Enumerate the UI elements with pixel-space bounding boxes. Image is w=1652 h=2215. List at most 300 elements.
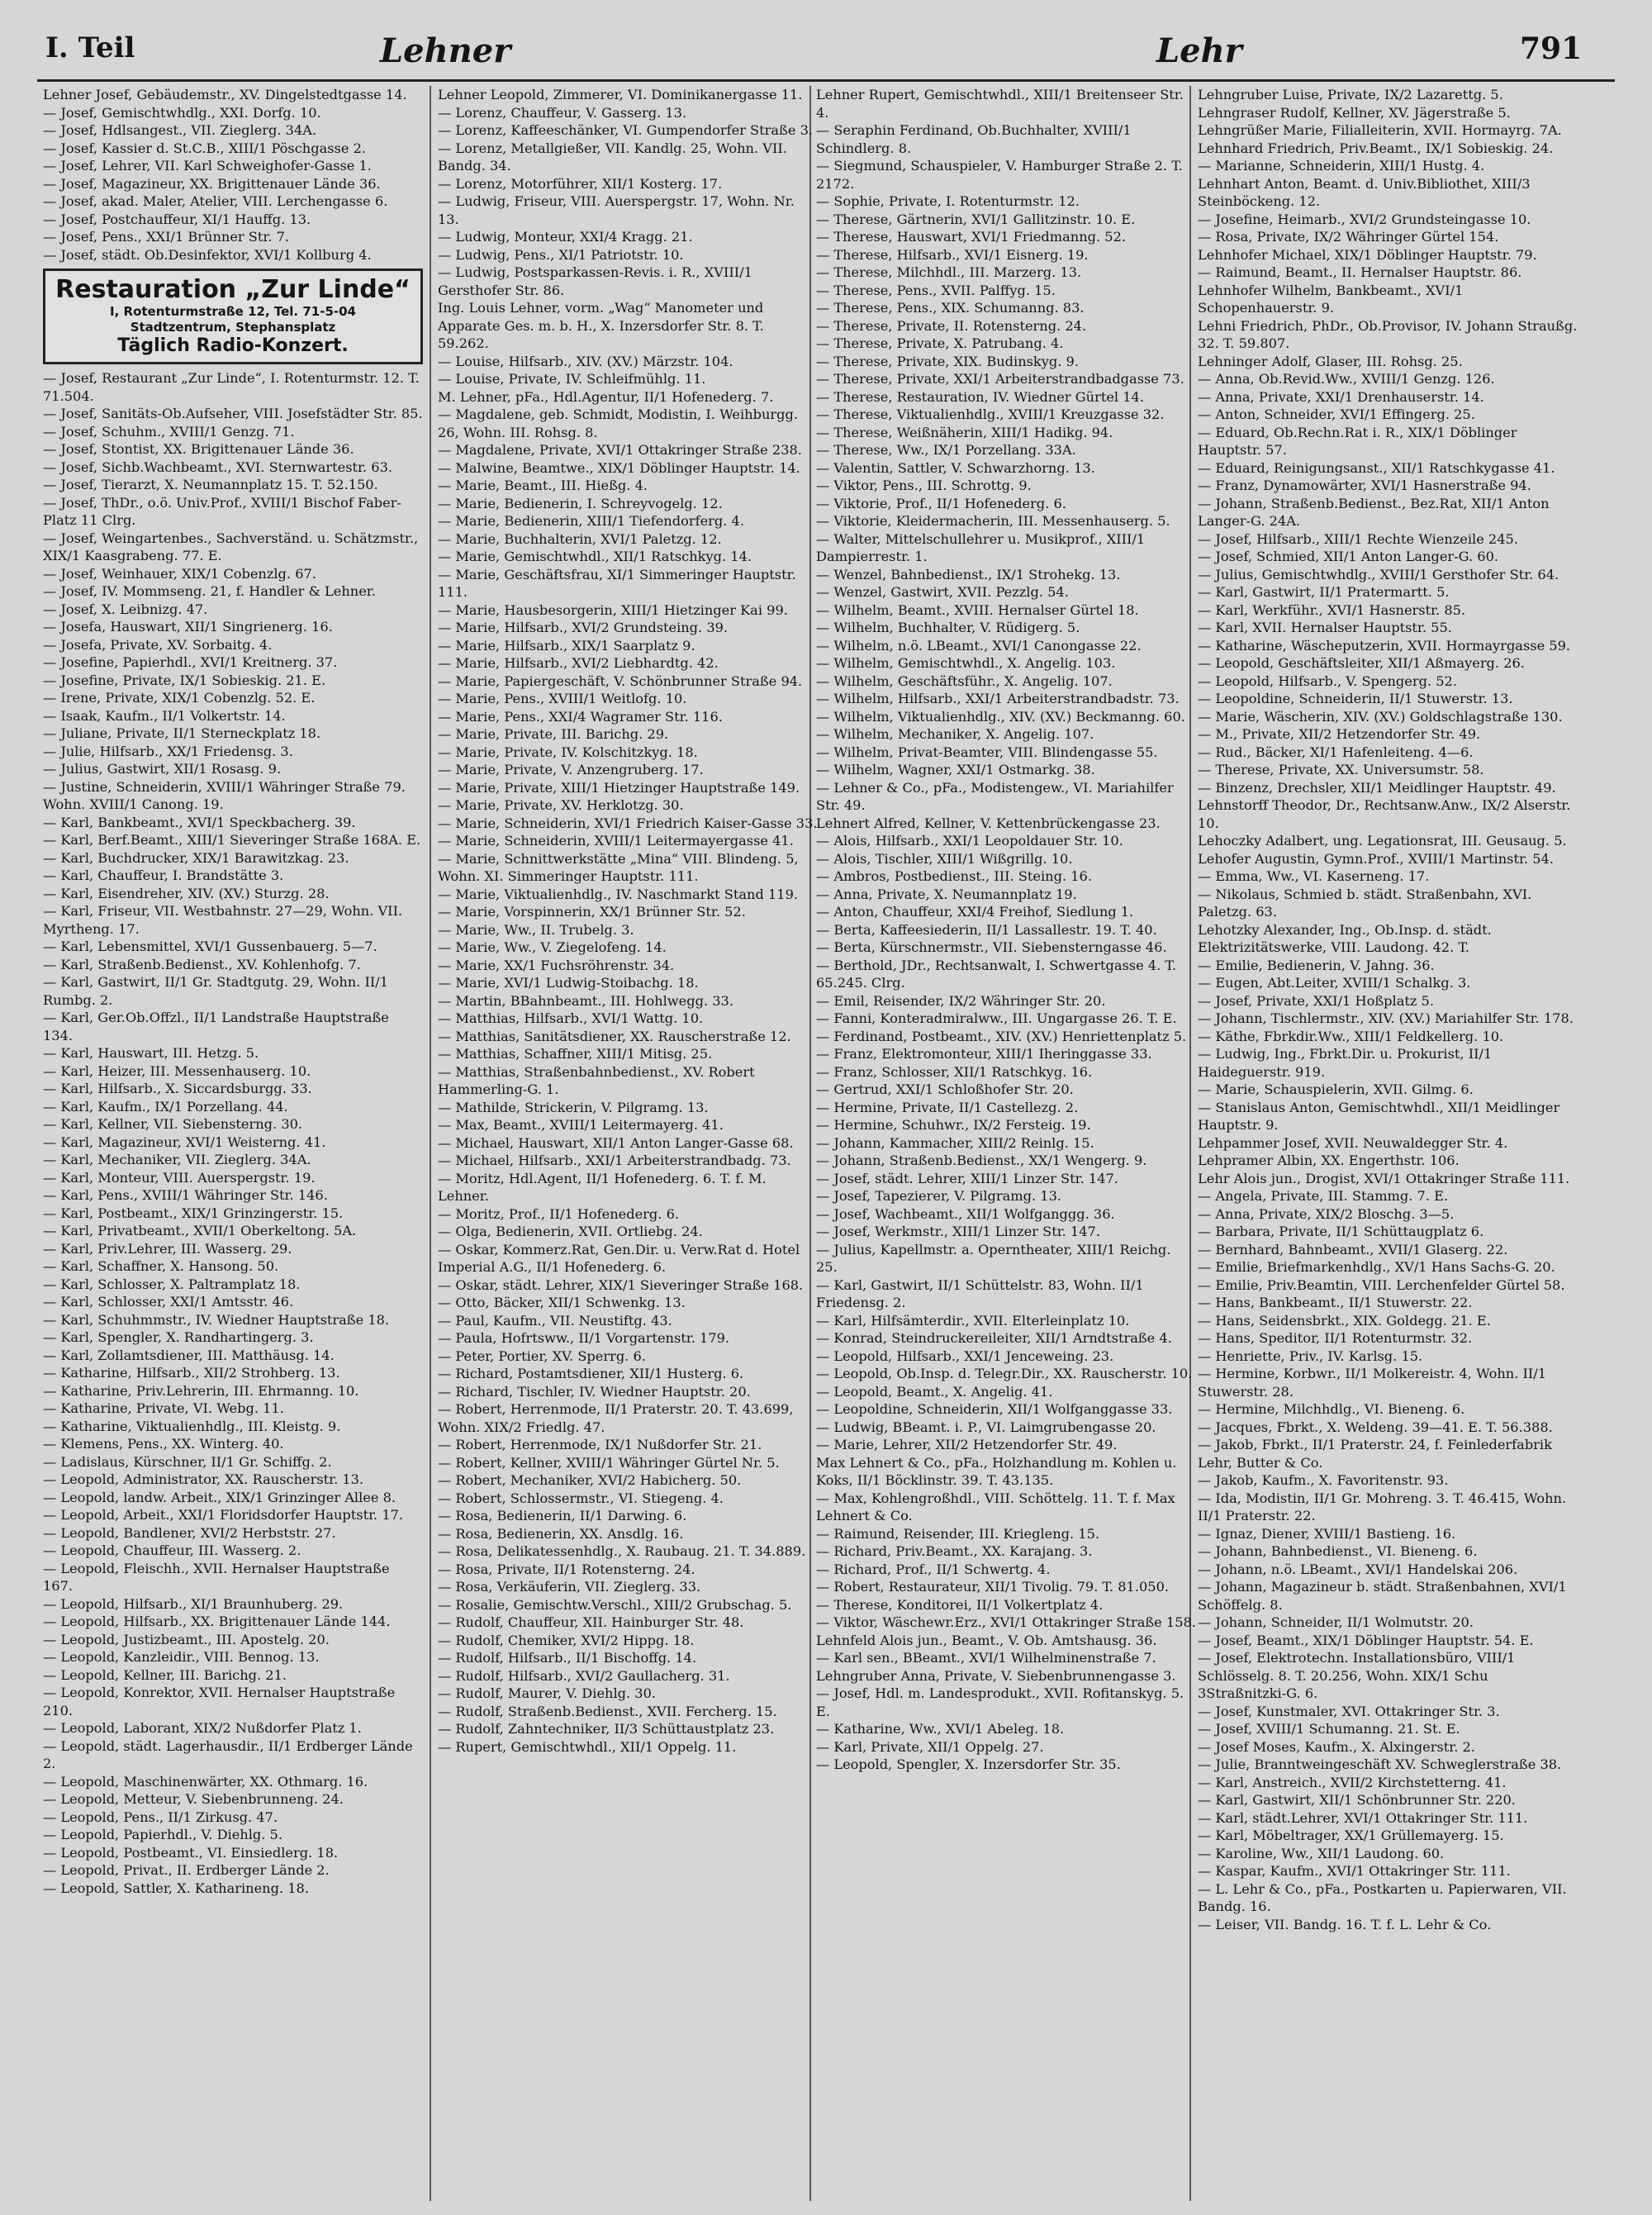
directory-entry: — Katharine, Priv.Lehrerin, III. Ehrmanng. 10. xyxy=(43,1382,359,1399)
directory-entry: Lehpammer Josef, XVII. Neuwaldegger Str. 4. xyxy=(1198,1134,1508,1151)
directory-entry: — Ladislaus, Kürschner, II/1 Gr. Schiffg. 2. xyxy=(43,1453,332,1470)
directory-entry: — Robert, Mechaniker, XVI/2 Habicherg. 50. xyxy=(438,1472,742,1488)
directory-entry: — Hermine, Korbwr., II/1 Molkereistr. 4, Wohn. II/1 Stuwerstr. 28. xyxy=(1198,1366,1547,1400)
directory-entry: — Josef, städt. Ob.Desinfektor, XVI/1 Kollburg 4. xyxy=(43,246,372,263)
directory-entry: — Jakob, Kaufm., X. Favoritenstr. 93. xyxy=(1198,1472,1449,1488)
directory-entry: — Marie, Bedienerin, XIII/1 Tiefendorferg. 4. xyxy=(438,513,744,529)
directory-entry: — Lorenz, Motorführer, XII/1 Kosterg. 17. xyxy=(438,175,723,192)
directory-entry: — Leopoldine, Schneiderin, II/1 Stuwerstr. 13. xyxy=(1198,691,1513,706)
directory-entry: — Therese, Gärtnerin, XVI/1 Gallitzinstr. 10. E. xyxy=(816,211,1136,227)
directory-entry: — Josef, Beamt., XIX/1 Döblinger Hauptstr. 54. E. xyxy=(1198,1632,1534,1648)
directory-entry: — Karl, Mechaniker, VII. Zieglerg. 34A. xyxy=(43,1152,311,1167)
directory-entry: Lehnhofer Michael, XIX/1 Döblinger Hauptstr. 79. xyxy=(1198,246,1537,263)
directory-entry: — Josef, Hdl. m. Landesprodukt., XVII. Rofitanskyg. 5. E. xyxy=(816,1685,1184,1719)
directory-entry: — Josef, Postchauffeur, XI/1 Hauffg. 13. xyxy=(43,211,311,227)
directory-entry: Lehnhofer Wilhelm, Bankbeamt., XVI/1 Schopenhauerstr. 9. xyxy=(1198,282,1464,316)
directory-entry: — Josef, Schmied, XII/1 Anton Langer-G. 60. xyxy=(1198,549,1499,564)
directory-entry: — Therese, Private, X. Patrubang. 4. xyxy=(816,335,1064,351)
directory-entry: — Leopold, Laborant, XIX/2 Nußdorfer Platz 1. xyxy=(43,1720,362,1736)
directory-entry: — Katharine, Viktualienhdlg., III. Kleistg. 9. xyxy=(43,1418,341,1434)
directory-entry: Lehnfeld Alois jun., Beamt., V. Ob. Amtshausg. 36. xyxy=(816,1632,1157,1648)
directory-entry: — Josef Moses, Kaufm., X. Alxingerstr. 2. xyxy=(1198,1738,1475,1755)
directory-entry: — Leopold, Hilfsarb., V. Spengerg. 52. xyxy=(1198,673,1457,689)
directory-entry: — Johann, Straßenb.Bedienst., Bez.Rat, XII/1 Anton Langer-G. 24A. xyxy=(1198,495,1550,529)
directory-entry: — Robert, Herrenmode, IX/1 Nußdorfer Str. 21. xyxy=(438,1437,762,1452)
directory-entry: — Josef, akad. Maler, Atelier, VIII. Lerchengasse 6. xyxy=(43,193,388,209)
directory-entry: — Rudolf, Maurer, V. Diehlg. 30. xyxy=(438,1685,657,1701)
directory-entry: — Johann, Tischlermstr., XIV. (XV.) Mariahilfer Str. 178. xyxy=(1198,1010,1574,1026)
directory-entry: — Raimund, Beamt., II. Hernalser Hauptstr. 86. xyxy=(1198,264,1522,280)
directory-entry: — Emilie, Priv.Beamtin, VIII. Lerchenfelder Gürtel 58. xyxy=(1198,1276,1565,1293)
directory-entry: Lehner Josef, Gebäudemstr., XV. Dingelstedtgasse 14. xyxy=(43,87,407,102)
directory-entry: — Rudolf, Hilfsarb., XVI/2 Gaullacherg. 31. xyxy=(438,1667,730,1684)
directory-entry: — Josef, Gemischtwhdlg., XXI. Dorfg. 10. xyxy=(43,104,321,121)
ad-location: Stadtzentrum, Stephansplatz xyxy=(130,320,336,335)
directory-entry: — Lehner & Co., pFa., Modistengew., VI. Mariahilfer Str. 49. xyxy=(816,779,1174,813)
directory-entry: — Binzenz, Drechsler, XII/1 Meidlinger Hauptstr. 49. xyxy=(1198,779,1556,796)
directory-entry: — Leopoldine, Schneiderin, XII/1 Wolfganggasse 33. xyxy=(816,1401,1173,1417)
directory-entry: — Stanislaus Anton, Gemischtwhdl., XII/1 Meidlinger Hauptstr. 9. xyxy=(1198,1099,1560,1133)
directory-entry: — Robert, Schlossermstr., VI. Stiegeng. 4. xyxy=(438,1490,724,1506)
directory-entry: — Karl, Pens., XVIII/1 Währinger Str. 146. xyxy=(43,1187,328,1203)
directory-entry: — Ludwig, Pens., XI/1 Patriotstr. 10. xyxy=(438,246,684,263)
directory-entry: — Moritz, Prof., II/1 Hofenederg. 6. xyxy=(438,1205,680,1222)
directory-entry: — Marie, Ww., V. Ziegelofeng. 14. xyxy=(438,939,667,955)
directory-entry: — Karl, städt.Lehrer, XVI/1 Ottakringer Str. 111. xyxy=(1198,1809,1528,1826)
directory-entry: — Richard, Postamtsdiener, XII/1 Husterg. 6. xyxy=(438,1366,744,1381)
directory-entry: — Leopold, Metteur, V. Siebenbrunneng. 24. xyxy=(43,1791,344,1807)
directory-entry: — Leopold, Pens., II/1 Zirkusg. 47. xyxy=(43,1809,278,1825)
directory-entry: — Karl, Möbeltrager, XX/1 Grüllemayerg. 15. xyxy=(1198,1828,1504,1843)
directory-entry: — Hermine, Milchhdlg., VI. Bieneng. 6. xyxy=(1198,1401,1465,1417)
page-number: 791 xyxy=(1520,31,1583,66)
directory-entry: — Therese, Private, II. Rotensterng. 24. xyxy=(816,317,1087,334)
directory-entry: — Leopold, Justizbeamt., III. Apostelg. 20. xyxy=(43,1631,330,1647)
directory-entry: — Karl, Gastwirt, XII/1 Schönbrunner Str. 220. xyxy=(1198,1792,1516,1808)
directory-entry: Lehngrüßer Marie, Filialleiterin, XVII. Hormayrg. 7A. xyxy=(1198,122,1562,138)
directory-entry: — Malwine, Beamtwe., XIX/1 Döblinger Hauptstr. 14. xyxy=(438,459,800,476)
directory-entry: — Klemens, Pens., XX. Winterg. 40. xyxy=(43,1436,284,1452)
directory-entry: — Leopold, Bandlener, XVI/2 Herbststr. 27. xyxy=(43,1524,336,1541)
directory-entry: — Lorenz, Kaffeeschänker, VI. Gumpendorfer Straße 3. xyxy=(438,122,814,138)
directory-entry: — Johann, Bahnbedienst., VI. Bieneng. 6. xyxy=(1198,1543,1478,1559)
directory-entry: Lehnstorff Theodor, Dr., Rechtsanw.Anw., IX/2 Alserstr. 10. xyxy=(1198,797,1571,831)
directory-entry: — Emma, Ww., VI. Kaserneng. 17. xyxy=(1198,868,1430,884)
directory-entry: — Viktorie, Kleidermacherin, III. Messenhauserg. 5. xyxy=(816,513,1170,529)
directory-entry: — Leopold, Kanzleidir., VIII. Bennog. 13. xyxy=(43,1649,320,1665)
directory-entry: — Therese, Ww., IX/1 Porzellang. 33A. xyxy=(816,442,1076,458)
directory-entry: — Josef, Restaurant „Zur Linde“, I. Rotenturmstr. 12. T. 71.504. xyxy=(43,370,420,404)
directory-entry: — Josef, Kunstmaler, XVI. Ottakringer Str. 3. xyxy=(1198,1703,1500,1719)
directory-entry: — Franz, Schlosser, XII/1 Ratschkyg. 16. xyxy=(816,1063,1093,1080)
directory-entry: Lehngruber Luise, Private, IX/2 Lazarettg. 5. xyxy=(1198,87,1503,102)
directory-column-3 xyxy=(816,86,1196,2201)
directory-entry: — Rupert, Gemischtwhdl., XII/1 Oppelg. 11. xyxy=(438,1738,737,1755)
directory-entry: — Josefa, Hauswart, XII/1 Singrienerg. 16. xyxy=(43,619,333,635)
directory-entry: — Marie, Private, XV. Herklotzg. 30. xyxy=(438,797,684,813)
directory-entry: — Wilhelm, Mechaniker, X. Angelig. 107. xyxy=(816,726,1094,742)
directory-entry: — Matthias, Sanitätsdiener, XX. Rauscherstraße 12. xyxy=(438,1028,791,1044)
directory-entry: — Hermine, Private, II/1 Castellezg. 2. xyxy=(816,1099,1079,1115)
directory-entry: — Josefine, Heimarb., XVI/2 Grundsteingasse 10. xyxy=(1198,211,1531,227)
directory-entry: — Josef, Lehrer, VII. Karl Schweighofer-Gasse 1. xyxy=(43,158,372,173)
directory-entry: — Wilhelm, Gemischtwhdl., X. Angelig. 103. xyxy=(816,655,1116,671)
directory-entry: — Leopold, Hilfsarb., XXI/1 Jenceweing. 23. xyxy=(816,1348,1114,1364)
directory-entry: — Anna, Private, X. Neumannplatz 19. xyxy=(816,886,1077,902)
directory-entry: — Ludwig, BBeamt. i. P., VI. Laimgrubengasse 20. xyxy=(816,1419,1156,1435)
directory-entry: — Leopold, Postbeamt., VI. Einsiedlerg. 18. xyxy=(43,1844,339,1861)
directory-entry: — Konrad, Steindruckereileiter, XII/1 Arndtstraße 4. xyxy=(816,1330,1172,1346)
directory-entry: — M., Private, XII/2 Hetzendorfer Str. 49. xyxy=(1198,726,1481,742)
running-head-left: Lehner xyxy=(380,31,511,70)
directory-entry: — Karl, Friseur, VII. Westbahnstr. 27—29, Wohn. VII. Myrtheng. 17. xyxy=(43,903,403,937)
directory-entry: — Leopold, Fleischh., XVII. Hernalser Hauptstraße 167. xyxy=(43,1560,390,1594)
directory-entry: — Jakob, Fbrkt., II/1 Praterstr. 24, f. Feinlederfabrik Lehr, Butter & Co. xyxy=(1198,1437,1552,1471)
directory-entry: — Therese, Private, XX. Universumstr. 58. xyxy=(1198,762,1484,777)
ad-slogan: Täglich Radio-Konzert. xyxy=(117,335,349,356)
directory-entry: — Wilhelm, Wagner, XXI/1 Ostmarkg. 38. xyxy=(816,762,1095,777)
directory-entry: — Richard, Tischler, IV. Wiedner Hauptstr. 20. xyxy=(438,1383,751,1400)
directory-entry: — Matthias, Hilfsarb., XVI/1 Wattg. 10. xyxy=(438,1010,704,1026)
directory-entry: — Josef, Hilfsarb., XIII/1 Rechte Wienzeile 245. xyxy=(1198,530,1518,547)
directory-entry: — Marie, Pens., XVIII/1 Weitlofg. 10. xyxy=(438,691,687,706)
directory-entry: — Lorenz, Metallgießer, VII. Kandlg. 25, Wohn. VII. Bandg. 34. xyxy=(438,140,787,173)
directory-entry: — Josef, X. Leibnizg. 47. xyxy=(43,601,208,617)
directory-entry: — Rudolf, Straßenb.Bedienst., XVII. Fercherg. 15. xyxy=(438,1703,777,1719)
directory-entry: — Karl, Schaffner, X. Hansong. 50. xyxy=(43,1258,279,1274)
directory-entry: — Magdalene, geb. Schmidt, Modistin, I. Weihburgg. 26, Wohn. III. Rohsg. 8. xyxy=(438,406,798,440)
directory-entry: — Josef, Werkmstr., XIII/1 Linzer Str. 147. xyxy=(816,1224,1100,1239)
directory-entry: — Leopold, Administrator, XX. Rauscherstr. 13. xyxy=(43,1471,364,1487)
directory-entry: — Marie, Wäscherin, XIV. (XV.) Goldschlagstraße 130. xyxy=(1198,708,1563,725)
directory-entry: — Josef, Weinhauer, XIX/1 Cobenzlg. 67. xyxy=(43,565,316,582)
directory-entry: — Josef, Tapezierer, V. Pilgramg. 13. xyxy=(816,1188,1062,1204)
directory-entry: — Käthe, Fbrkdir.Ww., XIII/1 Feldkellerg. 10. xyxy=(1198,1028,1504,1044)
directory-entry: — Karl, Schlosser, XXI/1 Amtsstr. 46. xyxy=(43,1294,294,1310)
directory-entry: — Therese, Pens., XVII. Palffyg. 15. xyxy=(816,282,1056,298)
directory-entry: — Ferdinand, Postbeamt., XIV. (XV.) Henriettenplatz 5. xyxy=(816,1028,1187,1044)
directory-entry: — Katharine, Private, VI. Webg. 11. xyxy=(43,1400,284,1416)
directory-entry: — Max, Beamt., XVIII/1 Leitermayerg. 41. xyxy=(438,1117,724,1133)
directory-entry: — Johann, Magazineur b. städt. Straßenbahnen, XVI/1 Schöffelg. 8. xyxy=(1198,1579,1567,1613)
directory-entry: — Julius, Gastwirt, XII/1 Rosasg. 9. xyxy=(43,761,282,777)
directory-entry: — Josef, Magazineur, XX. Brigittenauer Lände 36. xyxy=(43,175,381,192)
directory-entry: — Anton, Chauffeur, XXI/4 Freihof, Siedlung 1. xyxy=(816,904,1134,920)
directory-entry: — Johann, Kammacher, XIII/2 Reinlg. 15. xyxy=(816,1134,1094,1151)
directory-entry: — Karl, Privatbeamt., XVII/1 Oberkeltong. 5A. xyxy=(43,1223,357,1238)
directory-entry: — Ludwig, Monteur, XXI/4 Kragg. 21. xyxy=(438,229,693,245)
directory-entry: — Otto, Bäcker, XII/1 Schwenkg. 13. xyxy=(438,1295,686,1310)
directory-entry: Max Lehnert & Co., pFa., Holzhandlung m. Kohlen u. Koks, II/1 Böcklinstr. 39. T. 43.135. xyxy=(816,1454,1177,1488)
directory-entry: — Lorenz, Chauffeur, V. Gasserg. 13. xyxy=(438,104,687,121)
directory-entry: — Rudolf, Chemiker, XVI/2 Hippg. 18. xyxy=(438,1632,695,1648)
directory-entry: — Wilhelm, Geschäftsführ., X. Angelig. 107. xyxy=(816,673,1113,689)
directory-entry: — Rosalie, Gemischtw.Verschl., XIII/2 Grubschag. 5. xyxy=(438,1596,792,1613)
directory-entry: Lehngruber Anna, Private, V. Siebenbrunnengasse 3. xyxy=(816,1667,1176,1684)
directory-entry: — Henriette, Priv., IV. Karlsg. 15. xyxy=(1198,1348,1423,1364)
directory-entry: — Marie, Buchhalterin, XVI/1 Paletzg. 12. xyxy=(438,530,722,547)
directory-entry: — Hans, Seidensbrkt., XIX. Goldegg. 21. E. xyxy=(1198,1312,1491,1329)
directory-entry: — Ludwig, Postsparkassen-Revis. i. R., XVIII/1 Gersthofer Str. 86. xyxy=(438,264,752,298)
directory-entry: Ing. Louis Lehner, vorm. „Wag“ Manometer und Apparate Ges. m. b. H., X. Inzersdorfer Str. 8. T. 59.262. xyxy=(438,300,764,351)
directory-entry: — Marie, Papiergeschäft, V. Schönbrunner Straße 94. xyxy=(438,673,803,689)
directory-entry: — Marie, Schneiderin, XVIII/1 Leitermayergasse 41. xyxy=(438,833,794,848)
directory-entry: — Paula, Hofrtsww., II/1 Vorgartenstr. 179. xyxy=(438,1330,730,1346)
directory-entry: — Kaspar, Kaufm., XVI/1 Ottakringer Str. 111. xyxy=(1198,1863,1511,1879)
directory-entry: — Marie, Schnittwerkstätte „Mina“ VIII. Blindeng. 5, Wohn. XI. Simmeringer Hauptstr. 111. xyxy=(438,850,799,884)
directory-entry: — Robert, Herrenmode, II/1 Praterstr. 20. T. 43.699, Wohn. XIX/2 Friedlg. 47. xyxy=(438,1401,794,1435)
directory-entry: — Wilhelm, Beamt., XVIII. Hernalser Gürtel 18. xyxy=(816,601,1139,618)
directory-entry: — Marie, Hilfsarb., XVI/2 Liebhardtg. 42. xyxy=(438,655,719,671)
directory-entry: — Angela, Private, III. Stammg. 7. E. xyxy=(1198,1188,1449,1204)
ad-address: I, Rotenturmstraße 12, Tel. 71-5-04 xyxy=(110,304,356,319)
directory-entry: — Michael, Hauswart, XII/1 Anton Langer-Gasse 68. xyxy=(438,1134,794,1151)
directory-entry: — Eugen, Abt.Leiter, XVIII/1 Schalkg. 3. xyxy=(1198,975,1471,991)
directory-entry: — Leopold, Beamt., X. Angelig. 41. xyxy=(816,1383,1053,1400)
directory-entry: — Marie, Vorspinnerin, XX/1 Brünner Str. 52. xyxy=(438,904,746,920)
directory-entry: — Karl, Priv.Lehrer, III. Wasserg. 29. xyxy=(43,1240,292,1257)
directory-entry: — Leopold, städt. Lagerhausdir., II/1 Erdberger Lände 2. xyxy=(43,1737,413,1771)
directory-entry: — Ludwig, Ing., Fbrkt.Dir. u. Prokurist, II/1 Haideguerstr. 919. xyxy=(1198,1046,1493,1080)
directory-entry: — Leopold, Hilfsarb., XI/1 Braunhuberg. 29. xyxy=(43,1595,344,1612)
directory-entry: — Wilhelm, Privat-Beamter, VIII. Blindengasse 55. xyxy=(816,744,1158,760)
directory-entry: — Josef, Schuhm., XVIII/1 Genzg. 71. xyxy=(43,423,295,440)
directory-entry: Lehner Leopold, Zimmerer, VI. Dominikanergasse 11. xyxy=(438,87,803,102)
directory-entry: — Moritz, Hdl.Agent, II/1 Hofenederg. 6. T. f. M. Lehner. xyxy=(438,1170,767,1204)
directory-entry: — Emilie, Bedienerin, V. Jahng. 36. xyxy=(1198,957,1435,973)
directory-entry: — Rosa, Delikatessenhdlg., X. Raubaug. 21. T. 34.889. xyxy=(438,1543,806,1559)
directory-entry: — Siegmund, Schauspieler, V. Hamburger Straße 2. T. 2172. xyxy=(816,158,1183,192)
directory-entry: — Jacques, Fbrkt., X. Weldeng. 39—41. E. T. 56.388. xyxy=(1198,1419,1553,1435)
directory-entry: — Leopold, Ob.Insp. d. Telegr.Dir., XX. Rauscherstr. 10. xyxy=(816,1366,1193,1381)
directory-entry: — Josef, Tierarzt, X. Neumannplatz 15. T. 52.150. xyxy=(43,477,378,492)
directory-entry: — Josef, Sichb.Wachbeamt., XVI. Sternwartestr. 63. xyxy=(43,459,393,475)
directory-entry: Lehner Rupert, Gemischtwhdl., XIII/1 Breitenseer Str. 4. xyxy=(816,87,1184,121)
directory-entry: — Johann, Schneider, II/1 Wolmutstr. 20. xyxy=(1198,1614,1474,1630)
directory-entry: — Karl, Ger.Ob.Offzl., II/1 Landstraße Hauptstraße 134. xyxy=(43,1010,389,1043)
directory-entry: — Marie, Hilfsarb., XVI/2 Grundsteing. 39. xyxy=(438,620,729,635)
directory-entry: — Oskar, städt. Lehrer, XIX/1 Sieveringer Straße 168. xyxy=(438,1276,804,1293)
directory-entry: — Marie, Hausbesorgerin, XIII/1 Hietzinger Kai 99. xyxy=(438,601,788,618)
directory-entry: — Josefa, Private, XV. Sorbaitg. 4. xyxy=(43,636,273,653)
directory-entry: — Leopold, Spengler, X. Inzersdorfer Str. 35. xyxy=(816,1756,1121,1772)
directory-entry: — Wilhelm, Viktualienhdlg., XIV. (XV.) Beckmanng. 60. xyxy=(816,708,1185,725)
directory-entry: — Rosa, Bedienerin, XX. Ansdlg. 16. xyxy=(438,1525,684,1542)
directory-entry: — Marie, Bedienerin, I. Schreyvogelg. 12. xyxy=(438,495,723,511)
directory-entry: — Julie, Branntweingeschäft XV. Schweglerstraße 38. xyxy=(1198,1756,1562,1772)
directory-entry: — Karl, Kaufm., IX/1 Porzellang. 44. xyxy=(43,1098,288,1115)
directory-entry: — Anna, Ob.Revid.Ww., XVIII/1 Genzg. 126. xyxy=(1198,371,1495,387)
directory-entry: — Johann, n.ö. LBeamt., XVI/1 Handelskai 206. xyxy=(1198,1561,1518,1577)
directory-entry: — Karl, Straßenb.Bedienst., XV. Kohlenhofg. 7. xyxy=(43,956,361,972)
directory-entry: — Barbara, Private, II/1 Schüttaugplatz 6. xyxy=(1198,1224,1484,1239)
directory-entry: — Josef, Elektrotechn. Installationsbüro, VIII/1 Schlösselg. 8. T. 20.256, Wohn. XIX/1 Schu 3Straßnitzki-G. 6. xyxy=(1198,1650,1516,1701)
directory-entry: — Juliane, Private, II/1 Sterneckplatz 18. xyxy=(43,725,321,741)
directory-entry: — Josefine, Papierhdl., XVI/1 Kreitnerg. 37. xyxy=(43,654,338,670)
directory-entry: — Emil, Reisender, IX/2 Währinger Str. 20. xyxy=(816,992,1106,1009)
directory-entry: — Oskar, Kommerz.Rat, Gen.Dir. u. Verw.Rat d. Hotel Imperial A.G., II/1 Hofenederg. 6. xyxy=(438,1241,800,1275)
running-head-right: Lehr xyxy=(1156,31,1242,70)
directory-entry: — Isaak, Kaufm., II/1 Volkertstr. 14. xyxy=(43,707,286,724)
directory-entry: — Leopold, Sattler, X. Katharineng. 18. xyxy=(43,1880,309,1896)
directory-entry: — Hans, Speditor, II/1 Rotenturmstr. 32. xyxy=(1198,1330,1473,1346)
directory-entry: — Viktor, Pens., III. Schrottg. 9. xyxy=(816,478,1032,493)
directory-entry: — Karl, Kellner, VII. Siebensterng. 30. xyxy=(43,1116,303,1132)
directory-entry: — Karl, Hilfsarb., X. Siccardsburgg. 33. xyxy=(43,1081,312,1096)
directory-entry: — Karl, Spengler, X. Randhartingerg. 3. xyxy=(43,1329,314,1345)
directory-entry: — Josef, städt. Lehrer, XIII/1 Linzer Str. 147. xyxy=(816,1170,1118,1186)
directory-entry: — Anna, Private, XXI/1 Drenhauserstr. 14. xyxy=(1198,388,1484,405)
directory-entry: — Karl, Hauswart, III. Hetzg. 5. xyxy=(43,1045,259,1061)
directory-entry: — Karl, Buchdrucker, XIX/1 Barawitzkag. 23. xyxy=(43,849,349,866)
directory-entry: — Josef, Kassier d. St.C.B., XIII/1 Pöschgasse 2. xyxy=(43,140,367,156)
directory-entry: — Josef, Stontist, XX. Brigittenauer Lände 36. xyxy=(43,441,354,457)
restaurant-advertisement xyxy=(43,269,423,364)
directory-entry: — Therese, Restauration, IV. Wiedner Gürtel 14. xyxy=(816,388,1144,405)
directory-entry: — Karl, Schuhmmstr., IV. Wiedner Hauptstraße 18. xyxy=(43,1311,390,1328)
directory-entry: — Marie, Private, V. Anzengruberg. 17. xyxy=(438,762,704,777)
directory-entry: — Mathilde, Strickerin, V. Pilgramg. 13. xyxy=(438,1099,709,1115)
directory-entry: Lehnhard Friedrich, Priv.Beamt., IX/1 Sobieskig. 24. xyxy=(1198,140,1554,156)
directory-entry: — Peter, Portier, XV. Sperrg. 6. xyxy=(438,1348,646,1364)
directory-entry: Lehngraser Rudolf, Kellner, XV. Jägerstraße 5. xyxy=(1198,104,1511,121)
directory-entry: — Therese, Pens., XIX. Schumanng. 83. xyxy=(816,300,1085,316)
directory-entry: — Seraphin Ferdinand, Ob.Buchhalter, XVIII/1 Schindlerg. 8. xyxy=(816,122,1132,156)
directory-entry: — Marie, Private, III. Barichg. 29. xyxy=(438,726,669,742)
directory-entry: — Ida, Modistin, II/1 Gr. Mohreng. 3. T. 46.415, Wohn. II/1 Praterstr. 22. xyxy=(1198,1490,1567,1523)
directory-entry: — Ignaz, Diener, XVIII/1 Bastieng. 16. xyxy=(1198,1525,1456,1542)
directory-column-2 xyxy=(438,86,818,2201)
page-header xyxy=(0,15,1652,73)
directory-entry: — Wilhelm, Hilfsarb., XXI/1 Arbeiterstrandbadstr. 73. xyxy=(816,691,1180,706)
directory-entry: — Karl, Lebensmittel, XVI/1 Gussenbauerg. 5—7. xyxy=(43,939,377,954)
directory-entry: — Franz, Dynamowärter, XVI/1 Hasnerstraße 94. xyxy=(1198,478,1531,493)
directory-entry: — Marie, XVI/1 Ludwig-Stoibachg. 18. xyxy=(438,975,699,991)
directory-entry: — Alois, Tischler, XIII/1 Wißgrillg. 10. xyxy=(816,850,1073,867)
directory-entry: — Marie, Geschäftsfrau, XI/1 Simmeringer Hauptstr. 111. xyxy=(438,566,796,600)
directory-entry: — Karl, Anstreich., XVII/2 Kirchstetterng. 41. xyxy=(1198,1774,1507,1790)
directory-entry: — Leopold, Geschäftsleiter, XII/1 Aßmayerg. 26. xyxy=(1198,655,1525,671)
directory-entry: — Rudolf, Zahntechniker, II/3 Schüttaustplatz 23. xyxy=(438,1721,775,1737)
directory-entry: M. Lehner, pFa., Hdl.Agentur, II/1 Hofenederg. 7. xyxy=(438,388,774,405)
directory-entry: — Olga, Bedienerin, XVII. Ortliebg. 24. xyxy=(438,1224,703,1239)
directory-entry: — Leopold, landw. Arbeit., XIX/1 Grinzinger Allee 8. xyxy=(43,1489,396,1505)
directory-entry: — Karl, Werkführ., XVI/1 Hasnerstr. 85. xyxy=(1198,601,1466,618)
section-label: I. Teil xyxy=(45,31,135,64)
directory-entry: — Rud., Bäcker, XI/1 Hafenleiteng. 4—6. xyxy=(1198,744,1474,760)
directory-entry: Lehnhart Anton, Beamt. d. Univ.Bibliothet, XIII/3 Steinböckeng. 12. xyxy=(1198,175,1531,209)
directory-entry: — Karl, Monteur, VIII. Auerspergstr. 19. xyxy=(43,1169,316,1186)
directory-entry: — Rosa, Bedienerin, II/1 Darwing. 6. xyxy=(438,1508,687,1523)
directory-entry: — Karl, Postbeamt., XIX/1 Grinzingerstr. 15. xyxy=(43,1205,344,1221)
directory-entry: — Julius, Kapellmstr. a. Operntheater, XIII/1 Reichg. 25. xyxy=(816,1241,1171,1275)
directory-entry: — Wilhelm, n.ö. LBeamt., XVI/1 Canongasse 22. xyxy=(816,637,1142,654)
directory-entry: — Josef, ThDr., o.ö. Univ.Prof., XVIII/1 Bischof Faber-Platz 11 Clrg. xyxy=(43,494,401,528)
directory-entry: — Gertrud, XXI/1 Schloßhofer Str. 20. xyxy=(816,1081,1074,1097)
directory-entry: — Therese, Viktualienhdlg., XVIII/1 Kreuzgasse 32. xyxy=(816,406,1165,422)
directory-entry: — Josef, IV. Mommseng. 21, f. Handler & Lehner. xyxy=(43,583,376,599)
directory-entry: — Viktorie, Prof., II/1 Hofenederg. 6. xyxy=(816,495,1066,511)
directory-entry: — Karl, Gastwirt, II/1 Gr. Stadtgutg. 29, Wohn. II/1 Rumbg. 2. xyxy=(43,974,389,1008)
directory-entry: — Hermine, Schuhwr., IX/2 Fersteig. 19. xyxy=(816,1117,1091,1133)
directory-entry: — Therese, Konditorei, II/1 Volkertplatz 4. xyxy=(816,1596,1104,1613)
directory-entry: — Robert, Restaurateur, XII/1 Tivolig. 79. T. 81.050. xyxy=(816,1579,1170,1595)
directory-entry: — Wenzel, Bahnbedienst., IX/1 Strohekg. 13. xyxy=(816,566,1121,582)
directory-entry: — Matthias, Schaffner, XIII/1 Mitisg. 25. xyxy=(438,1046,713,1062)
directory-entry: — Ludwig, Friseur, VIII. Auerspergstr. 17, Wohn. Nr. 13. xyxy=(438,193,795,227)
directory-entry: — Michael, Hilfsarb., XXI/1 Arbeiterstrandbadg. 73. xyxy=(438,1153,791,1168)
directory-entry: — Johann, Straßenb.Bedienst., XX/1 Wengerg. 9. xyxy=(816,1153,1147,1168)
directory-entry: — Josef, Wachbeamt., XII/1 Wolfganggg. 36. xyxy=(816,1205,1115,1222)
directory-entry: — Karl, Zollamtsdiener, III. Matthäusg. 14. xyxy=(43,1347,335,1363)
directory-entry: — Louise, Hilfsarb., XIV. (XV.) Märzstr. 104. xyxy=(438,353,733,369)
directory-entry: Lehni Friedrich, PhDr., Ob.Provisor, IV. Johann Straußg. 32. T. 59.807. xyxy=(1198,317,1578,351)
ad-title: Restauration „Zur Linde“ xyxy=(55,275,411,304)
directory-entry: — Rosa, Private, IX/2 Währinger Gürtel 154. xyxy=(1198,229,1499,245)
directory-entry: Lehotzky Alexander, Ing., Ob.Insp. d. städt. Elektrizitätswerke, VIII. Laudong. 42. T. xyxy=(1198,921,1492,955)
directory-entry: — Leopold, Arbeit., XXI/1 Floridsdorfer Hauptstr. 17. xyxy=(43,1507,404,1523)
directory-entry: — Leopold, Papierhdl., V. Diehlg. 5. xyxy=(43,1827,283,1842)
directory-entry: — Leopold, Kellner, III. Barichg. 21. xyxy=(43,1666,287,1683)
directory-entry: — Ambros, Postbedienst., III. Steing. 16. xyxy=(816,868,1092,884)
directory-entry: — Walter, Mittelschullehrer u. Musikprof., XIII/1 Dampierrestr. 1. xyxy=(816,530,1146,564)
directory-entry: — Magdalene, Private, XVI/1 Ottakringer Straße 238. xyxy=(438,442,802,458)
directory-entry: — Martin, BBahnbeamt., III. Hohlwegg. 33. xyxy=(438,992,734,1009)
directory-entry: — Bernhard, Bahnbeamt., XVII/1 Glaserg. 22. xyxy=(1198,1241,1508,1257)
directory-entry: — Marie, Ww., II. Trubelg. 3. xyxy=(438,921,634,938)
directory-entry: — Hans, Bankbeamt., II/1 Stuwerstr. 22. xyxy=(1198,1295,1473,1310)
directory-entry: — Marie, Beamt., III. Hießg. 4. xyxy=(438,478,648,493)
directory-entry: — Anna, Private, XIX/2 Bloschg. 3—5. xyxy=(1198,1205,1455,1222)
directory-entry: — Marie, Gemischtwhdl., XII/1 Ratschkyg. 14. xyxy=(438,549,752,564)
directory-entry: — Matthias, Straßenbahnbedienst., XV. Robert Hammerling-G. 1. xyxy=(438,1063,755,1097)
directory-entry: — Justine, Schneiderin, XVIII/1 Währinger Straße 79. Wohn. XVIII/1 Canong. 19. xyxy=(43,778,406,812)
directory-entry: — Paul, Kaufm., VII. Neustiftg. 43. xyxy=(438,1312,672,1329)
directory-entry: — Karl, Berf.Beamt., XIII/1 Sieveringer Straße 168A. E. xyxy=(43,832,421,848)
directory-entry: — Julie, Hilfsarb., XX/1 Friedensg. 3. xyxy=(43,743,293,759)
directory-entry: — Therese, Hauswart, XVI/1 Friedmanng. 52. xyxy=(816,229,1127,245)
directory-entry: — Josef, XVIII/1 Schumanng. 21. St. E. xyxy=(1198,1721,1460,1737)
directory-entry: — Marie, Pens., XXI/4 Wagramer Str. 116. xyxy=(438,708,723,725)
directory-entry: — Rudolf, Chauffeur, XII. Hainburger Str. 48. xyxy=(438,1614,744,1630)
directory-entry: — Nikolaus, Schmied b. städt. Straßenbahn, XVI. Paletzg. 63. xyxy=(1198,886,1532,920)
directory-entry: — Marie, XX/1 Fuchsröhrenstr. 34. xyxy=(438,957,675,973)
directory-entry: — Franz, Elektromonteur, XIII/1 Iheringgasse 33. xyxy=(816,1046,1152,1062)
directory-entry: Lehnert Alfred, Kellner, V. Kettenbrückengasse 23. xyxy=(816,815,1161,831)
directory-entry: Lehoczky Adalbert, ung. Legationsrat, III. Geusaug. 5. xyxy=(1198,833,1567,848)
directory-entry: — Leiser, VII. Bandg. 16. T. f. L. Lehr & Co. xyxy=(1198,1916,1492,1932)
directory-entry: — Robert, Kellner, XVIII/1 Währinger Gürtel Nr. 5. xyxy=(438,1454,780,1471)
directory-entry: — Viktor, Wäschewr.Erz., XVI/1 Ottakringer Straße 158. xyxy=(816,1614,1196,1630)
directory-entry: — Irene, Private, XIX/1 Cobenzlg. 52. E. xyxy=(43,690,316,706)
directory-entry: — Richard, Priv.Beamt., XX. Karajang. 3. xyxy=(816,1543,1093,1559)
directory-entry: — Josef, Pens., XXI/1 Brünner Str. 7. xyxy=(43,229,290,245)
directory-entry: — Valentin, Sattler, V. Schwarzhorng. 13. xyxy=(816,459,1095,476)
directory-entry: — Wilhelm, Buchhalter, V. Rüdigerg. 5. xyxy=(816,620,1080,635)
directory-entry: — Josef, Private, XXI/1 Hoßplatz 5. xyxy=(1198,992,1434,1009)
directory-entry: — Anton, Schneider, XVI/1 Effingerg. 25. xyxy=(1198,406,1475,422)
directory-entry: — Richard, Prof., II/1 Schwertg. 4. xyxy=(816,1561,1051,1577)
directory-entry: — Rudolf, Hilfsarb., II/1 Bischoffg. 14. xyxy=(438,1650,697,1666)
directory-entry: — Marianne, Schneiderin, XIII/1 Hustg. 4. xyxy=(1198,158,1485,173)
directory-entry: — Therese, Weißnäherin, XIII/1 Hadikg. 94. xyxy=(816,424,1113,440)
directory-entry: — Rosa, Verkäuferin, VII. Zieglerg. 33. xyxy=(438,1579,701,1595)
directory-entry: — Karl, Gastwirt, II/1 Schüttelstr. 83, Wohn. II/1 Friedensg. 2. xyxy=(816,1276,1144,1310)
directory-entry: — Josefine, Private, IX/1 Sobieskig. 21. E. xyxy=(43,672,326,688)
directory-entry: — Karoline, Ww., XII/1 Laudong. 60. xyxy=(1198,1845,1445,1861)
directory-entry: — Alois, Hilfsarb., XXI/1 Leopoldauer Str. 10. xyxy=(816,833,1123,848)
directory-entry: — Karl, Heizer, III. Messenhauserg. 10. xyxy=(43,1062,311,1079)
